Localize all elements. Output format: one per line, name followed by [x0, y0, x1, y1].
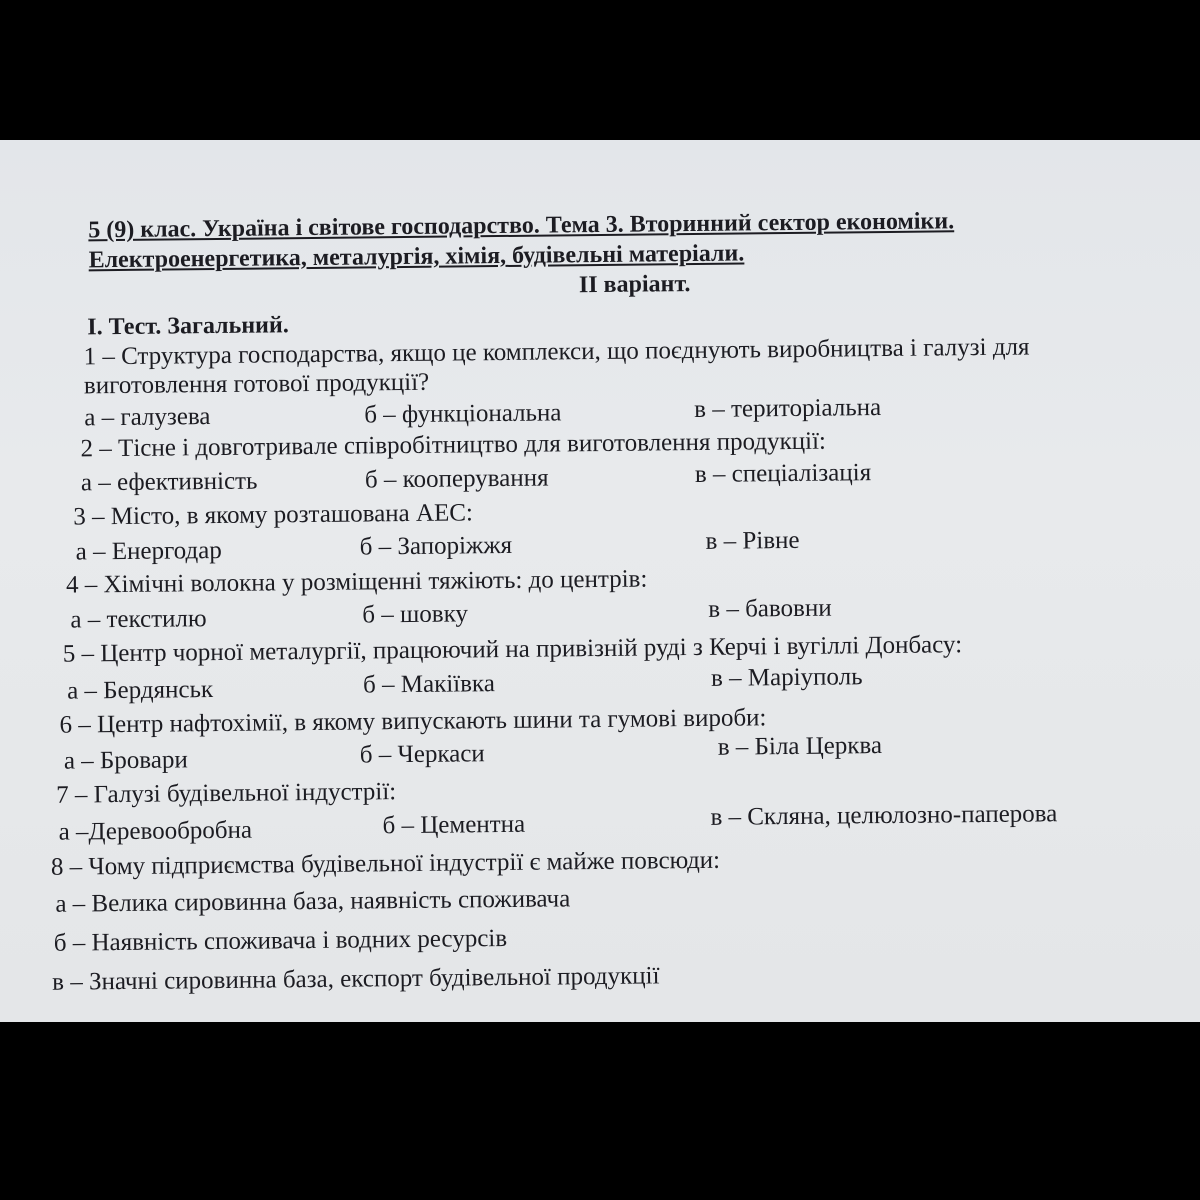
document-page — [0, 140, 1200, 1022]
question-1-option-b: б – функціональна — [364, 399, 562, 429]
question-8-option-b: б – Наявність споживача і водних ресурсів — [53, 924, 508, 957]
question-4-option-b: б – шовку — [362, 600, 469, 629]
question-6-text: 6 – Центр нафтохімії, в якому випускають шини та гумові вироби: — [59, 704, 767, 739]
question-4-option-a: а – текстилю — [70, 605, 207, 634]
question-5-text: 5 – Центр чорної металургії, працюючий на привізній руді з Керчі і вугіллі Донбасу: — [62, 631, 963, 668]
question-4-option-c: в – бавовни — [708, 594, 832, 623]
variant-title: ІІ варіант. — [578, 271, 691, 299]
question-3-text: 3 – Місто, в якому розташована АЕС: — [73, 499, 474, 531]
header-line-2: Електроенергетика, металургія, хімія, будівельні матеріали. — [88, 240, 745, 274]
question-8-option-c: в – Значні сировинна база, експорт будівельної продукції — [52, 962, 660, 996]
question-7-option-c: в – Скляна, целюлозно-паперова — [710, 800, 1058, 831]
question-2-option-b: б – кооперування — [364, 464, 549, 494]
question-3-option-b: б – Запоріжжя — [359, 531, 513, 561]
question-7-text: 7 – Галузі будівельної індустрії: — [56, 778, 397, 809]
question-5-option-c: в – Маріуполь — [710, 663, 863, 692]
question-3-option-c: в – Рівне — [705, 526, 800, 555]
question-8-text: 8 – Чому підприємства будівельної індустрії є майже повсюди: — [50, 846, 721, 881]
question-7-option-a: а –Деревообробна — [58, 816, 253, 846]
question-2-option-c: в – спеціалізація — [694, 459, 872, 488]
question-5-option-b: б – Макіївка — [362, 670, 495, 699]
section-title: І. Тест. Загальний. — [87, 312, 289, 341]
question-8-option-a: а – Велика сировинна база, наявність споживача — [55, 885, 571, 918]
question-4-text: 4 – Хімічні волокна у розміщенні тяжіють: до центрів: — [65, 565, 648, 599]
question-6-option-a: а – Бровари — [63, 746, 188, 775]
question-1-option-c: в – територіальна — [694, 394, 882, 424]
question-1-text-cont: виготовлення готової продукції? — [83, 368, 430, 400]
question-5-option-a: а – Бердянськ — [66, 676, 214, 705]
header-line-1: 5 (9) клас. Україна і світове господарство. Тема 3. Вторинний сектор економіки. — [88, 208, 955, 244]
question-1-text: 1 – Структура господарства, якщо це комплекси, що поєднують виробництва і галузі для — [83, 333, 1030, 371]
question-2-option-a: а – ефективність — [80, 467, 258, 497]
question-3-option-a: а – Енергодар — [75, 536, 222, 566]
question-2-text: 2 – Тісне і довготривале співробітництво для виготовлення продукції: — [80, 427, 827, 463]
question-7-option-b: б – Цементна — [382, 810, 526, 840]
question-6-option-b: б – Черкаси — [359, 740, 485, 769]
paper-sheet — [0, 140, 1200, 1022]
question-6-option-c: в – Біла Церква — [717, 732, 883, 761]
question-1-option-a: а – галузева — [84, 403, 211, 432]
